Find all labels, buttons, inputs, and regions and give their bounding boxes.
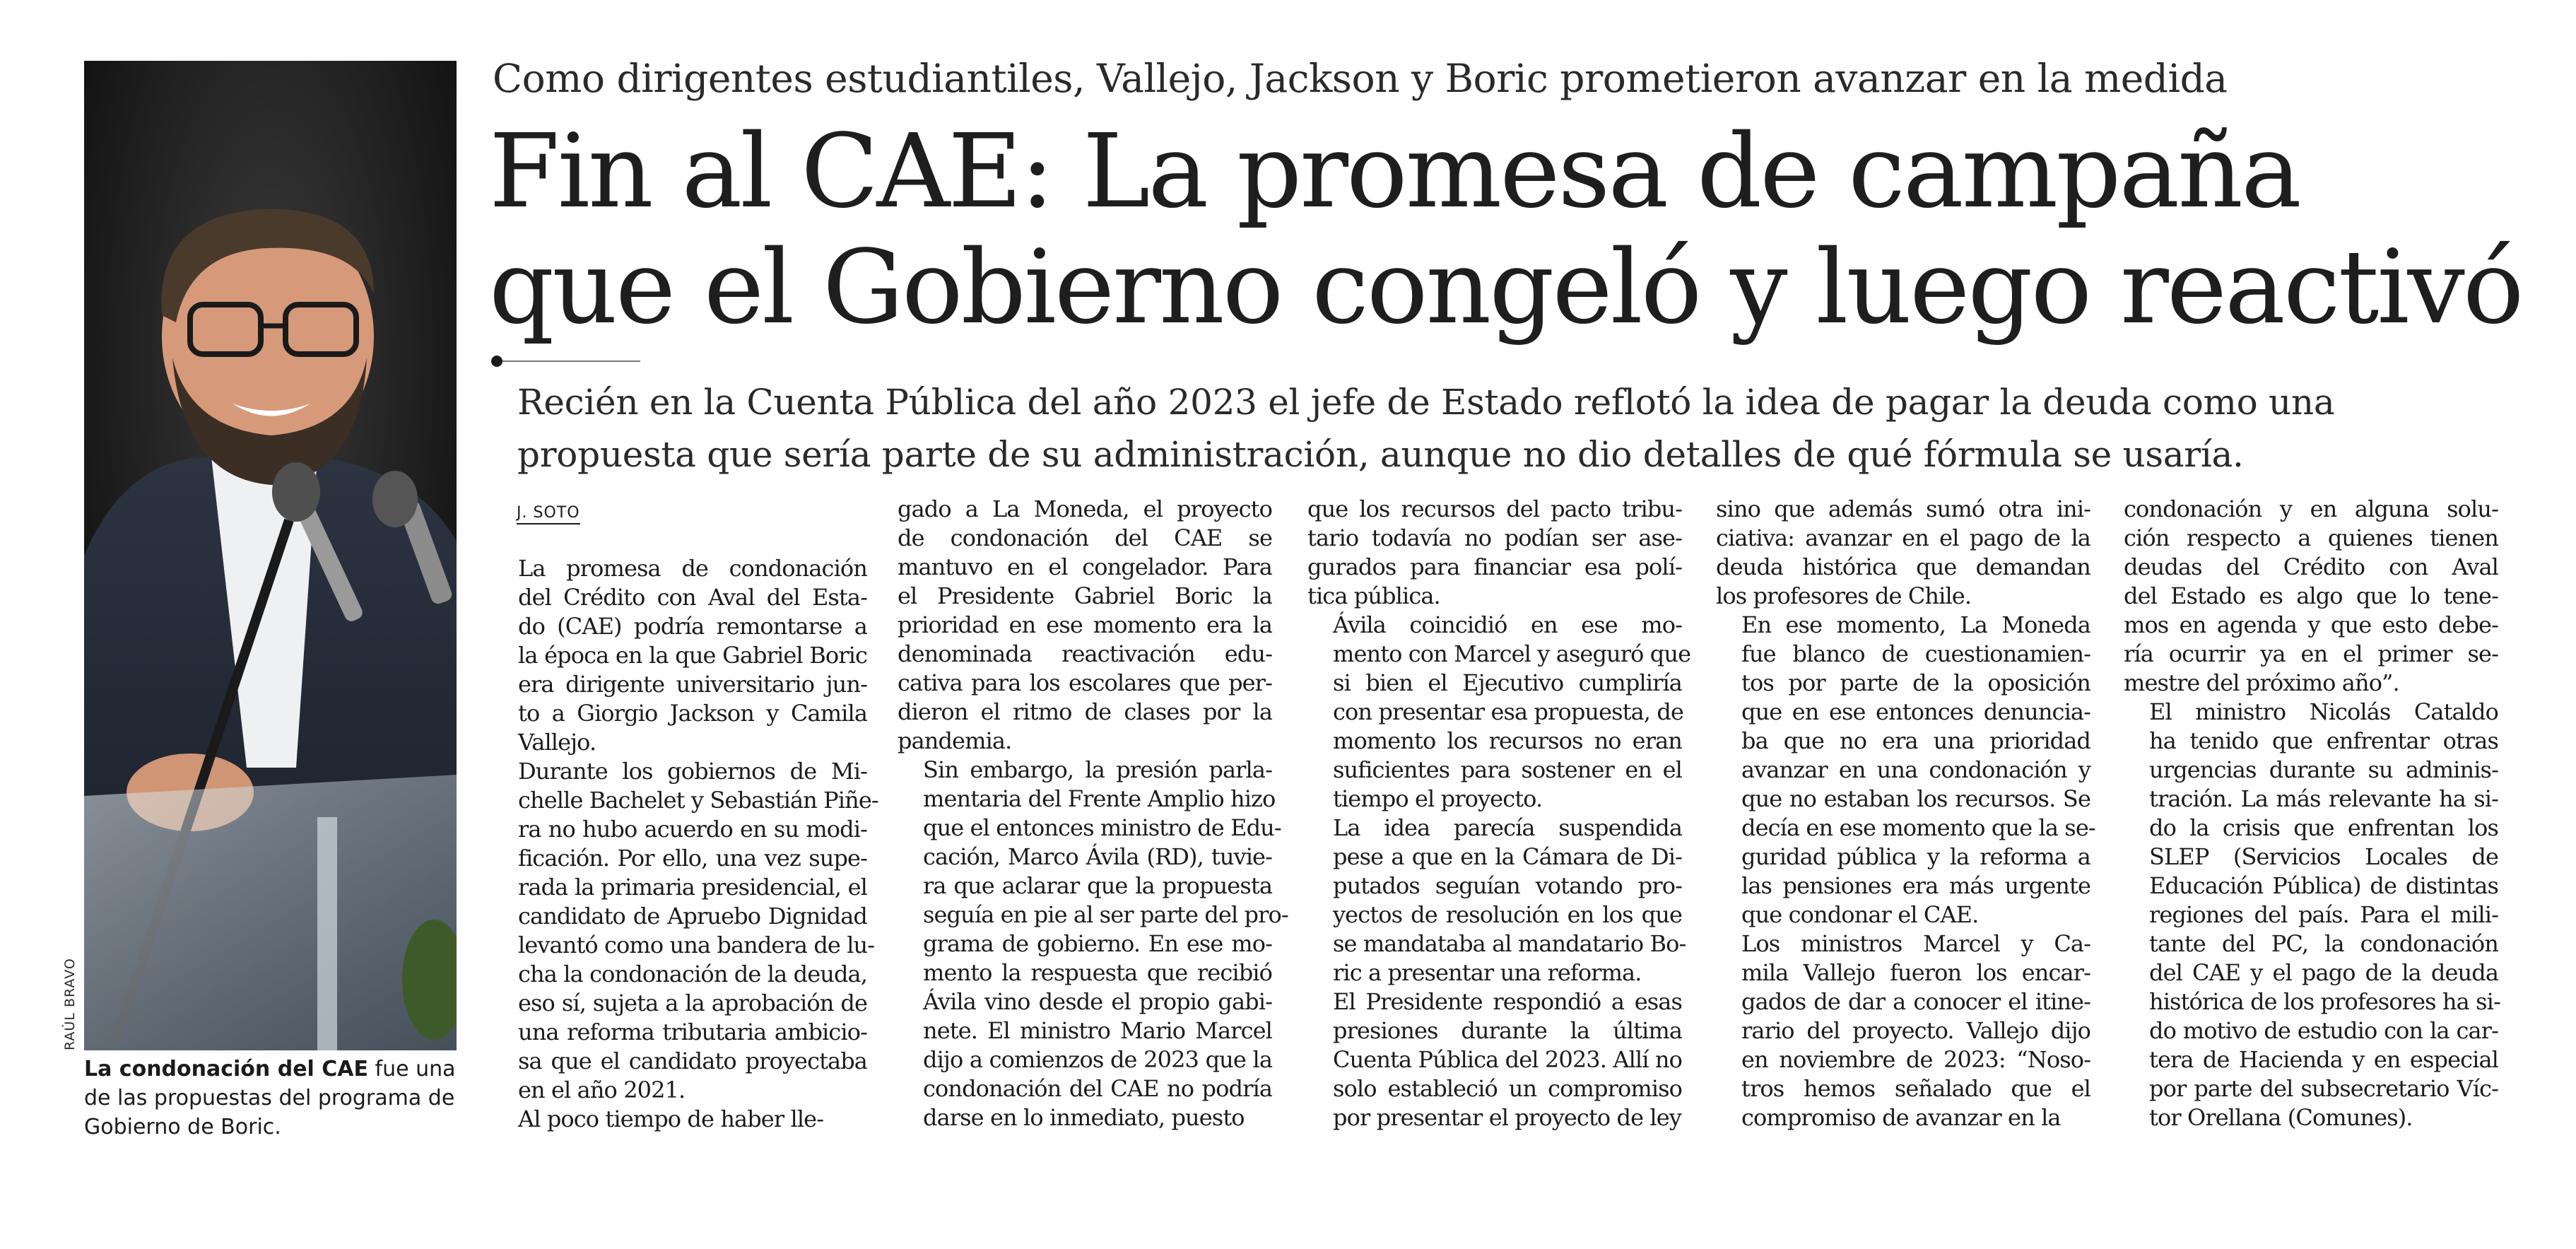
text-line: histórica de los profesores ha si- [2149,988,2500,1015]
photo-credit: RAÚL BRAVO [62,958,78,1050]
rule-dot [491,356,502,367]
text-line: gado a La Moneda, el proyecto [898,496,1272,522]
article-column-2 [898,495,1288,1132]
text-line: ciativa: avanzar en el pago de la [1716,524,2090,551]
text-line: que el entonces ministro de Edu- [923,814,1281,841]
text-line: era dirigente universitario jun- [518,671,867,698]
text-line: mento con Marcel y aseguró que [1333,640,1691,667]
text-line: ric a presentar una reforma. [1333,959,1642,986]
text-line: rario del proyecto. Vallejo dijo [1741,1017,2090,1044]
text-line: seguía en pie al ser parte del pro- [923,901,1288,928]
text-line: La promesa de condonación [518,555,867,582]
text-line: yectos de resolución en los que [1333,901,1682,928]
article-paragraph [493,757,878,1105]
text-line: ba que no era una prioridad [1741,727,2090,754]
text-line: fue blanco de cuestionamien- [1741,640,2090,667]
text-line: Los ministros Marcel y Ca- [1741,930,2090,957]
text-line: guridad pública y la reforma a [1741,843,2090,870]
article-paragraph [898,495,1272,756]
text-line: Ávila vino desde el propio gabi- [923,988,1272,1015]
text-line: to a Giorgio Jackson y Camila [518,700,867,727]
text-line: de condonación del CAE se [898,524,1272,551]
article-paragraph [1307,495,1682,611]
text-line: tros hemos señalado que el [1741,1075,2090,1102]
text-line: mos en agenda y que esto debe- [2124,611,2498,638]
article-column-1 [493,554,878,1134]
text-line: los profesores de Chile. [1716,582,1972,609]
article-paragraph [1307,987,1682,1132]
text-line: urgencias durante su adminis- [2149,756,2498,783]
text-line: condonación del CAE no podría [923,1075,1272,1102]
text-line: cación, Marco Ávila (RD), tuvie- [923,843,1272,870]
kicker: Como dirigentes estudiantiles, Vallejo, Jackson y Boric prometieron avanzar en la medida [493,56,2228,101]
text-line: regiones del país. Para el mili- [2149,901,2498,928]
text-line: candidato de Apruebo Dignidad [518,903,867,930]
text-line: tiempo el proyecto. [1333,785,1543,812]
text-line: denominada reactivación edu- [898,640,1272,667]
text-line: tración. La más relevante ha si- [2149,785,2498,812]
text-line: ría ocurrir ya en el primer se- [2124,640,2498,667]
text-line: que condonar el CAE. [1741,901,1979,928]
text-line: por presentar el proyecto de ley [1333,1104,1681,1131]
text-line: por parte del subsecretario Víc- [2149,1075,2498,1102]
text-line: putados seguían votando pro- [1333,872,1682,899]
text-line: sa que el candidato proyectaba [518,1048,867,1074]
text-line: mentaria del Frente Amplio hizo [923,785,1276,812]
text-line: que en ese entonces denuncia- [1741,698,2090,725]
headline-line-2: que el Gobierno congeló y luego reactivó [489,228,2522,346]
text-line: chelle Bachelet y Sebastián Piñe- [518,787,878,814]
article-paragraph [2124,495,2498,698]
text-line: suficientes para sostener en el [1333,756,1682,783]
text-line: Educación Pública) de distintas [2149,872,2498,899]
text-line: levantó como una bandera de lu- [518,932,875,958]
text-line: eso sí, sujeta a la aprobación de [518,990,867,1016]
text-line: las pensiones era más urgente [1741,872,2090,899]
text-line: Al poco tiempo de haber lle- [518,1106,824,1132]
article-paragraph [1716,930,2090,1132]
text-line: mento la respuesta que recibió [923,959,1272,986]
text-line: condonación y en alguna solu- [2124,496,2498,522]
article-column-4 [1716,495,2095,1132]
article-column-3 [1307,495,1691,1132]
text-line: tor Orellana (Comunes). [2149,1104,2413,1131]
rule-line [502,360,640,362]
text-line: que los recursos del pacto tribu- [1307,496,1682,522]
text-line: Vallejo. [518,729,596,756]
deck-line-1: Recién en la Cuenta Pública del año 2023 el jefe de Estado reflotó la idea de pagar la deuda como una [517,382,2335,423]
text-line: ción respecto a quienes tienen [2124,524,2498,551]
text-line: se mandataba al mandatario Bo- [1333,930,1686,957]
text-line: cha la condonación de la deuda, [518,961,867,987]
article-column-5 [2124,495,2498,1132]
article-paragraph [1307,814,1686,987]
text-line: gurados para financiar esa polí- [1307,553,1682,580]
headline [489,113,2539,345]
text-line: presiones durante la última [1333,1017,1682,1044]
text-line: del CAE y el pago de la deuda [2149,959,2498,986]
text-line: La idea parecía suspendida [1333,814,1682,841]
text-line: del Estado es algo que lo tene- [2124,582,2498,609]
deck [517,376,2524,481]
text-line: ra no hubo acuerdo en su modi- [518,816,867,843]
text-line: grama de gobierno. En ese mo- [923,930,1272,957]
caption-text: fue una de las propuestas del programa de Gobierno de Boric. [84,1057,456,1139]
text-line: mantuvo en el congelador. Para [898,553,1272,580]
article-paragraph [2124,698,2498,1132]
text-line: do motivo de estudio con la car- [2149,1017,2498,1044]
article-paragraph [493,1105,867,1134]
text-line: ha tenido que enfrentar otras [2149,727,2498,754]
text-line: compromiso de avanzar en la [1741,1104,2061,1131]
text-line: El ministro Nicolás Cataldo [2149,698,2498,725]
caption-bold: La condonación del CAE [84,1057,368,1081]
text-line: pandemia. [898,727,1012,754]
text-line: en el año 2021. [518,1077,686,1103]
text-line: Ávila coincidió en ese mo- [1333,611,1682,638]
text-line: pese a que en la Cámara de Di- [1333,843,1682,870]
text-line: tos por parte de la oposición [1741,669,2090,696]
text-line: el Presidente Gabriel Boric la [898,582,1272,609]
text-line: SLEP (Servicios Locales de [2149,843,2498,870]
text-line: rada la primaria presidencial, el [518,874,867,901]
text-line: deudas del Crédito con Aval [2124,553,2498,580]
text-line: darse en lo inmediato, puesto [923,1104,1245,1131]
article-photo [84,61,457,1050]
text-line: tario todavía no podían ser ase- [1307,524,1682,551]
text-line: en noviembre de 2023: “Noso- [1741,1046,2090,1073]
photo-caption [84,1055,459,1142]
text-line: ficación. Por ello, una vez supe- [518,845,867,872]
text-line: prioridad en ese momento era la [898,611,1272,638]
headline-line-1: Fin al CAE: La promesa de campaña [489,112,2300,230]
text-line: tera de Hacienda y en especial [2149,1046,2498,1073]
text-line: deuda histórica que demandan [1716,553,2090,580]
deck-line-2: propuesta que sería parte de su administración, aunque no dio detalles de qué fórmula se usaría. [517,434,2244,475]
text-line: dieron el ritmo de clases por la [898,698,1272,725]
text-line: gados de dar a conocer el itine- [1741,988,2090,1015]
text-line: decía en ese momento que la se- [1741,814,2095,841]
article-paragraph [1716,495,2090,611]
text-line: tante del PC, la condonación [2149,930,2498,957]
article-paragraph [1716,611,2095,930]
president-photo-illustration [84,61,457,1050]
text-line: Durante los gobiernos de Mi- [518,758,867,785]
text-line: tica pública. [1307,582,1440,609]
text-line: Sin embargo, la presión parla- [923,756,1272,783]
text-line: do (CAE) podría remontarse a [518,613,867,640]
text-line: solo estableció un compromiso [1333,1075,1682,1102]
text-line: nete. El ministro Mario Marcel [923,1017,1272,1044]
text-line: del Crédito con Aval del Esta- [518,584,867,611]
text-line: con presentar esa propuesta, de [1333,698,1683,725]
byline: J. SOTO [517,504,580,524]
text-line: sino que además sumó otra ini- [1716,496,2090,522]
text-line: Cuenta Pública del 2023. Allí no [1333,1046,1682,1073]
text-line: ra que aclarar que la propuesta [923,872,1272,899]
text-line: En ese momento, La Moneda [1741,611,2090,638]
text-line: que no estaban los recursos. Se [1741,785,2090,812]
text-line: si bien el Ejecutivo cumpliría [1333,669,1682,696]
text-line: avanzar en una condonación y [1741,756,2090,783]
article-paragraph [493,554,867,757]
text-line: la época en la que Gabriel Boric [518,642,867,669]
article-paragraph [898,756,1288,1132]
text-line: cativa para los escolares que per- [898,669,1272,696]
text-line: mila Vallejo fueron los encar- [1741,959,2090,986]
text-line: do la crisis que enfrentan los [2149,814,2498,841]
text-line: dijo a comienzos de 2023 que la [923,1046,1272,1073]
text-line: una reforma tributaria ambicio- [518,1019,867,1045]
text-line: momento los recursos no eran [1333,727,1682,754]
text-line: mestre del próximo año”. [2124,669,2399,696]
article-paragraph [1307,611,1691,814]
text-line: El Presidente respondió a esas [1333,988,1682,1015]
